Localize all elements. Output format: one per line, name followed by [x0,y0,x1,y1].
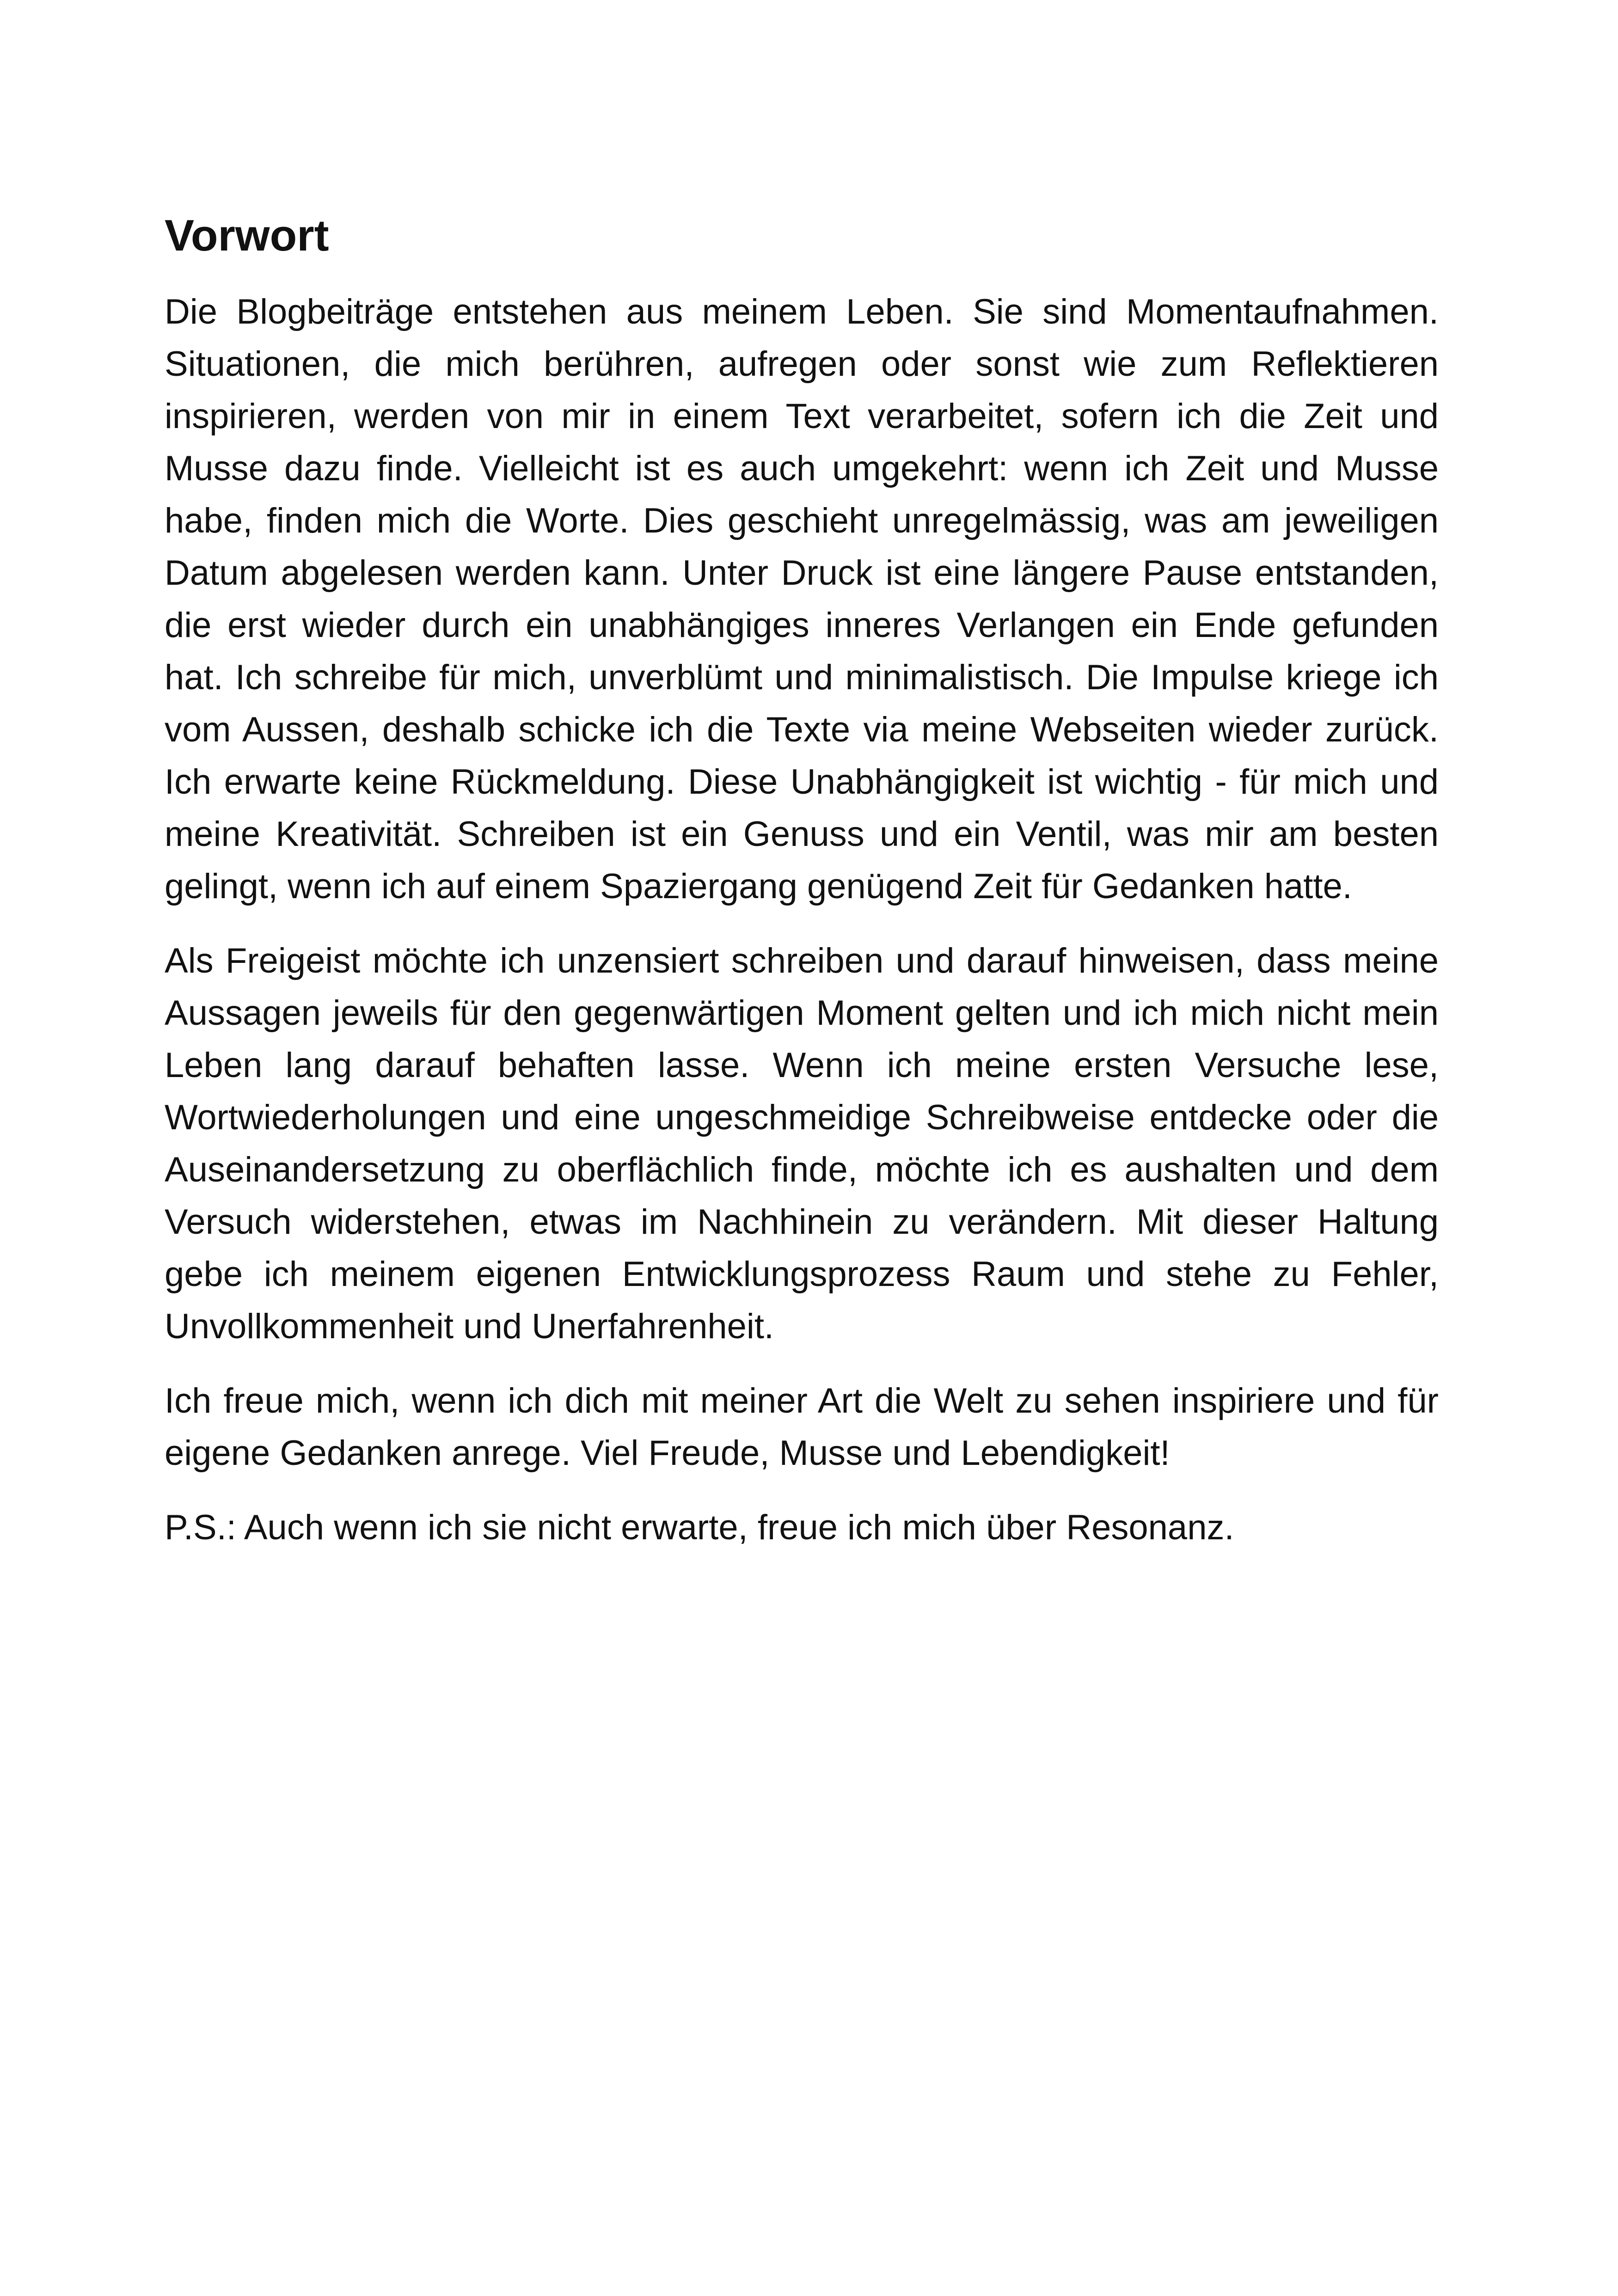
page-title: Vorwort [165,211,329,260]
paragraph-postscript: P.S.: Auch wenn ich sie nicht erwarte, freue ich mich über Resonanz. [165,1508,1234,1547]
paragraph-2: Als Freigeist möchte ich unzensiert schreiben und darauf hinweisen, dass meine Aussagen jeweils für den gegenwärtigen Moment gelten und ich mich nicht mein Leben lang darauf behaften lasse. Wenn ich meine ersten Versuche lese, Wortwiederholungen und eine ungeschmeidige Schreibweise entdecke oder die Auseinandersetzung zu oberflächlich finde, möchte ich es aushalten und dem Versuch widerstehen, etwas im Nachhinein zu verändern. Mit dieser Haltung gebe ich meinem eigenen Entwicklungsprozess Raum und stehe zu Fehler, Unvollkommenheit und Unerfahrenheit. [165,941,1439,1346]
document-body [165,208,1439,1576]
paragraph-3: Ich freue mich, wenn ich dich mit meiner Art die Welt zu sehen inspiriere und für eigene Gedanken anrege. Viel Freude, Musse und Lebendigkeit! [165,1381,1439,1473]
paragraph-1: Die Blogbeiträge entstehen aus meinem Leben. Sie sind Momentaufnahmen. Situationen, die mich berühren, aufregen oder sonst wie zum Reflektieren inspirieren, werden von mir in einem Text verarbeitet, sofern ich die Zeit und Musse dazu finde. Vielleicht ist es auch umgekehrt: wenn ich Zeit und Musse habe, finden mich die Worte. Dies geschieht unregelmässig, was am jeweiligen Datum abgelesen werden kann. Unter Druck ist eine längere Pause entstanden, die erst wieder durch ein unabhängiges inneres Verlangen ein Ende gefunden hat. Ich schreibe für mich, unverblümt und minimalistisch. Die Impulse kriege ich vom Aussen, deshalb schicke ich die Texte via meine Webseiten wieder zurück. Ich erwarte keine Rückmeldung. Diese Unabhängigkeit ist wichtig - für mich und meine Kreativität. Schreiben ist ein Genuss und ein Ventil, was mir am besten gelingt, wenn ich auf einem Spaziergang genügend Zeit für Gedanken hatte. [165,292,1439,906]
